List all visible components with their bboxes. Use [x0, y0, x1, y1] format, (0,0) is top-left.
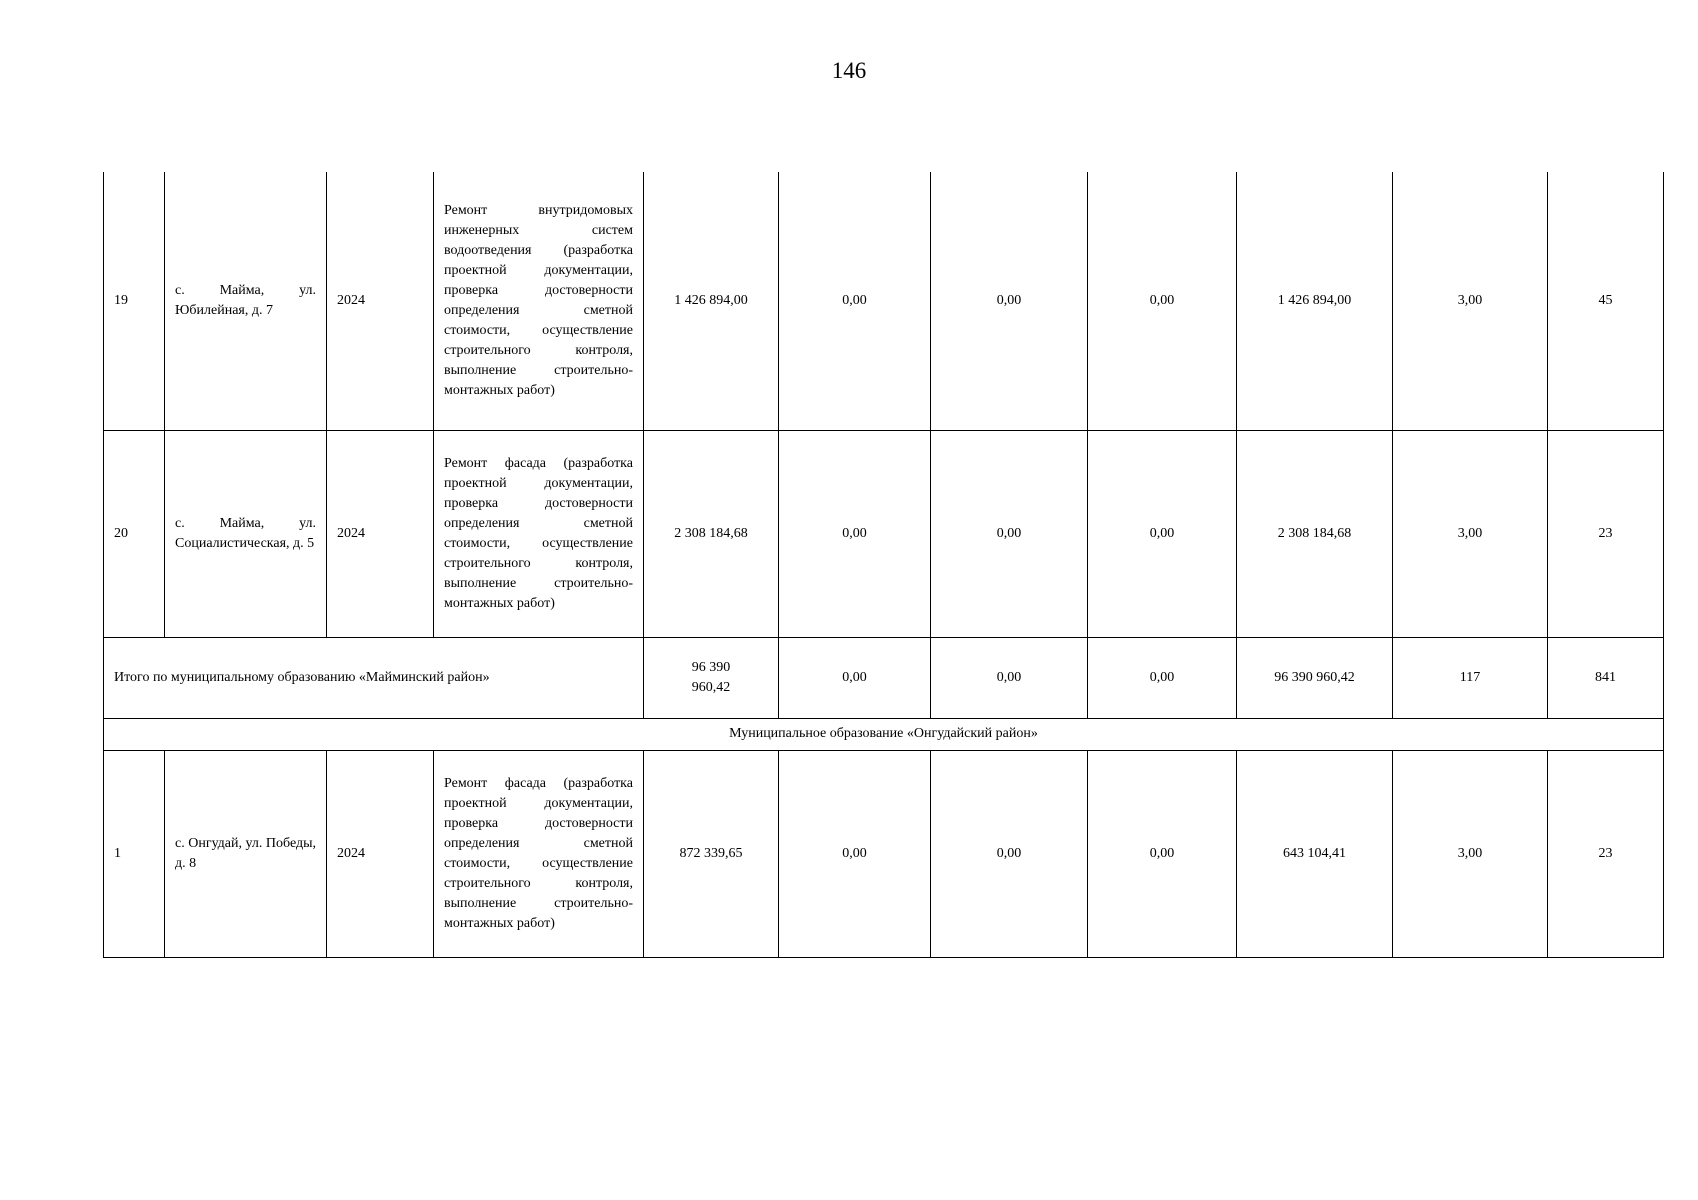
- count-cell: 23: [1548, 750, 1664, 957]
- year-cell: 2024: [327, 750, 434, 957]
- table-row: [104, 430, 1664, 637]
- row-number: 1: [104, 750, 165, 957]
- amount-cell: 0,00: [1088, 750, 1237, 957]
- address-cell: с. Онгудай, ул. Победы, д. 8: [165, 750, 327, 957]
- subtotal-total-cell: [644, 637, 779, 718]
- value-cell: 3,00: [1393, 172, 1548, 430]
- total-cost-cell: 2 308 184,68: [644, 430, 779, 637]
- table-row: [104, 172, 1664, 430]
- row-number: 20: [104, 430, 165, 637]
- amount-cell: 0,00: [931, 750, 1088, 957]
- subtotal-total-line2: 960,42: [691, 679, 731, 695]
- amount-cell: 643 104,41: [1237, 750, 1393, 957]
- row-number: 19: [104, 172, 165, 430]
- amount-cell: 0,00: [779, 430, 931, 637]
- amount-cell: 0,00: [931, 430, 1088, 637]
- value-cell: 3,00: [1393, 430, 1548, 637]
- repair-program-table: [103, 172, 1664, 958]
- amount-cell: 0,00: [931, 172, 1088, 430]
- work-description-cell: Ремонт фасада (разработка проектной документации, проверка достоверности определения сметной стоимости, осуществление строительного контроля, выполнение строительно-монтажных работ): [434, 430, 644, 637]
- year-cell: 2024: [327, 430, 434, 637]
- subtotal-row: [104, 637, 1664, 718]
- section-title: Муниципальное образование «Онгудайский район»: [104, 718, 1664, 750]
- value-cell: 3,00: [1393, 750, 1548, 957]
- section-header-row: [104, 718, 1664, 750]
- address-cell: с. Майма, ул. Юбилейная, д. 7: [165, 172, 327, 430]
- amount-cell: 1 426 894,00: [1237, 172, 1393, 430]
- subtotal-amount-cell: 0,00: [1088, 637, 1237, 718]
- subtotal-label: Итого по муниципальному образованию «Майминский район»: [104, 637, 644, 718]
- table-row: [104, 750, 1664, 957]
- address-cell: с. Майма, ул. Социалистическая, д. 5: [165, 430, 327, 637]
- amount-cell: 2 308 184,68: [1237, 430, 1393, 637]
- year-cell: 2024: [327, 172, 434, 430]
- amount-cell: 0,00: [779, 750, 931, 957]
- work-description-cell: Ремонт внутридомовых инженерных систем водоотведения (разработка проектной документации, проверка достоверности определения сметной стоимости, осуществление строительного контроля, выполнение строительно-монтажных работ): [434, 172, 644, 430]
- subtotal-total-line1: 96 390: [691, 659, 731, 675]
- total-cost-cell: 872 339,65: [644, 750, 779, 957]
- amount-cell: 0,00: [1088, 172, 1237, 430]
- count-cell: 23: [1548, 430, 1664, 637]
- total-cost-cell: 1 426 894,00: [644, 172, 779, 430]
- subtotal-amount-cell: 96 390 960,42: [1237, 637, 1393, 718]
- amount-cell: 0,00: [1088, 430, 1237, 637]
- subtotal-value-cell: 117: [1393, 637, 1548, 718]
- subtotal-amount-cell: 0,00: [779, 637, 931, 718]
- work-description-cell: Ремонт фасада (разработка проектной документации, проверка достоверности определения сметной стоимости, осуществление строительного контроля, выполнение строительно-монтажных работ): [434, 750, 644, 957]
- amount-cell: 0,00: [779, 172, 931, 430]
- subtotal-count-cell: 841: [1548, 637, 1664, 718]
- page-number: 146: [831, 58, 867, 83]
- count-cell: 45: [1548, 172, 1664, 430]
- subtotal-amount-cell: 0,00: [931, 637, 1088, 718]
